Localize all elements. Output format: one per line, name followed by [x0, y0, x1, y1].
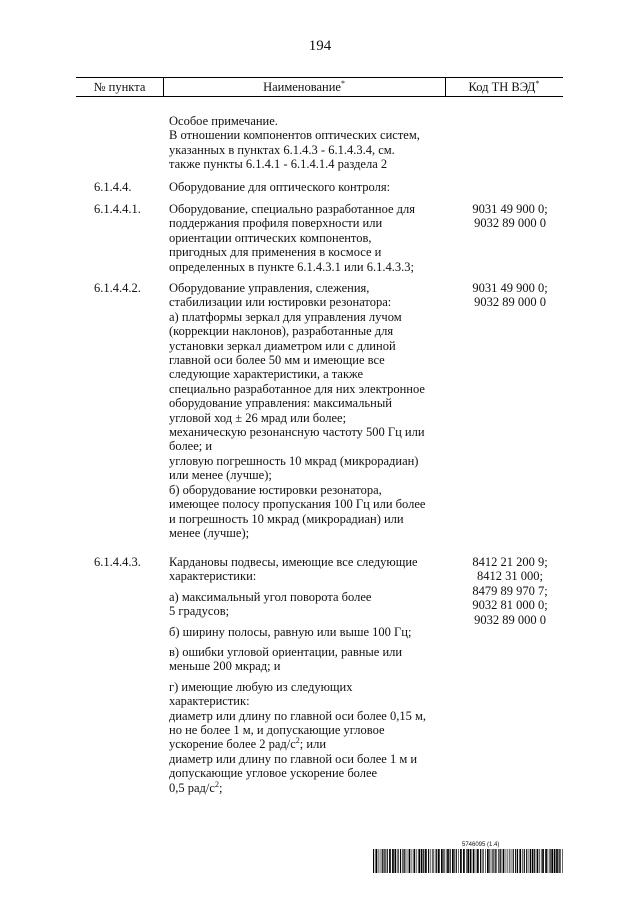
sub-item-a: а) максимальный угол поворота более	[169, 589, 372, 604]
sub-item-d: г) имеющие любую из следующих	[169, 679, 353, 694]
item-number: 6.1.4.4.3.	[94, 555, 141, 569]
item-code: 9031 49 900 0; 9032 89 000 0	[472, 281, 548, 310]
barcode	[373, 849, 564, 873]
column-header-name: Наименование*	[263, 78, 345, 94]
item-name: Особое примечание. В отношении компонентов оптических систем, указанных в пунктах 6.1.4.3 - 6.1.4.3.4, см. также пункты 6.1.4.1 - 6.1.4.1.4 раздела 2	[169, 114, 420, 172]
item-number: 6.1.4.4.1.	[94, 202, 141, 216]
item-number: 6.1.4.4.2.	[94, 281, 141, 295]
item-number: 6.1.4.4.	[94, 180, 132, 194]
page-number: 194	[308, 38, 332, 54]
item-name: Оборудование управления, слежения, стабилизации или юстировки резонатора: а) платформы зеркал для управления лучом (коррекции наклонов), разработанные для установки зеркал диаметром или с длиной главной оси более 50 мм и имеющие все следующие характеристики, а также специально разработанное для них электронное оборудование управления: максимальный угловой ход ± 26 мрад или более; механическую резонансную частоту 500 Гц или более; и угловую погрешность 10 мкрад (микрорадиан) или менее (лучше); б) оборудование юстировки резонатора, имеющее полосу пропускания 100 Гц или более и погрешность 10 мкрад (микрорадиан) или менее (лучше);	[169, 281, 426, 540]
column-header-number: № пункта	[93, 80, 146, 94]
column-header-code: Код ТН ВЭД*	[468, 78, 540, 94]
item-name: Оборудование для оптического контроля:	[169, 180, 391, 194]
item-name: Оборудование, специально разработанное для поддержания профиля поверхности или ориентации оптических компонентов, пригодных для применения в космосе и определенных в пункте 6.1.4.3.1 или 6.1.4.3.3;	[169, 202, 416, 274]
barcode-label: 5746095 (1.4)	[462, 842, 500, 848]
sub-item-b: б) ширину полосы, равную или выше 100 Гц;	[169, 624, 412, 639]
item-code: 9031 49 900 0; 9032 89 000 0	[472, 202, 548, 231]
table-header	[76, 77, 563, 97]
item-code: 8412 21 200 9; 8412 31 000; 8479 89 970 7; 9032 81 000 0; 9032 89 000 0	[472, 555, 548, 627]
item-name: Кардановы подвесы, имеющие все следующие характеристики: а) максимальный угол поворота более 5 градусов; б) ширину полосы, равную или выше 100 Гц; в) ошибки угловой ориентации, равные или меньше 200 мкрад; и г) имеющие любую из следующих характеристик: диаметр или длину по главной оси более 0,15 м, но не более 1 м, и допускающие угловое ускорение более 2 рад/$с^2$; или диаметр или длину по главной оси более 1 м и допускающие угловое ускорение более 0,5 рад/$с^2$;	[169, 555, 439, 795]
sub-item-c: в) ошибки угловой ориентации, равные или	[169, 645, 403, 660]
